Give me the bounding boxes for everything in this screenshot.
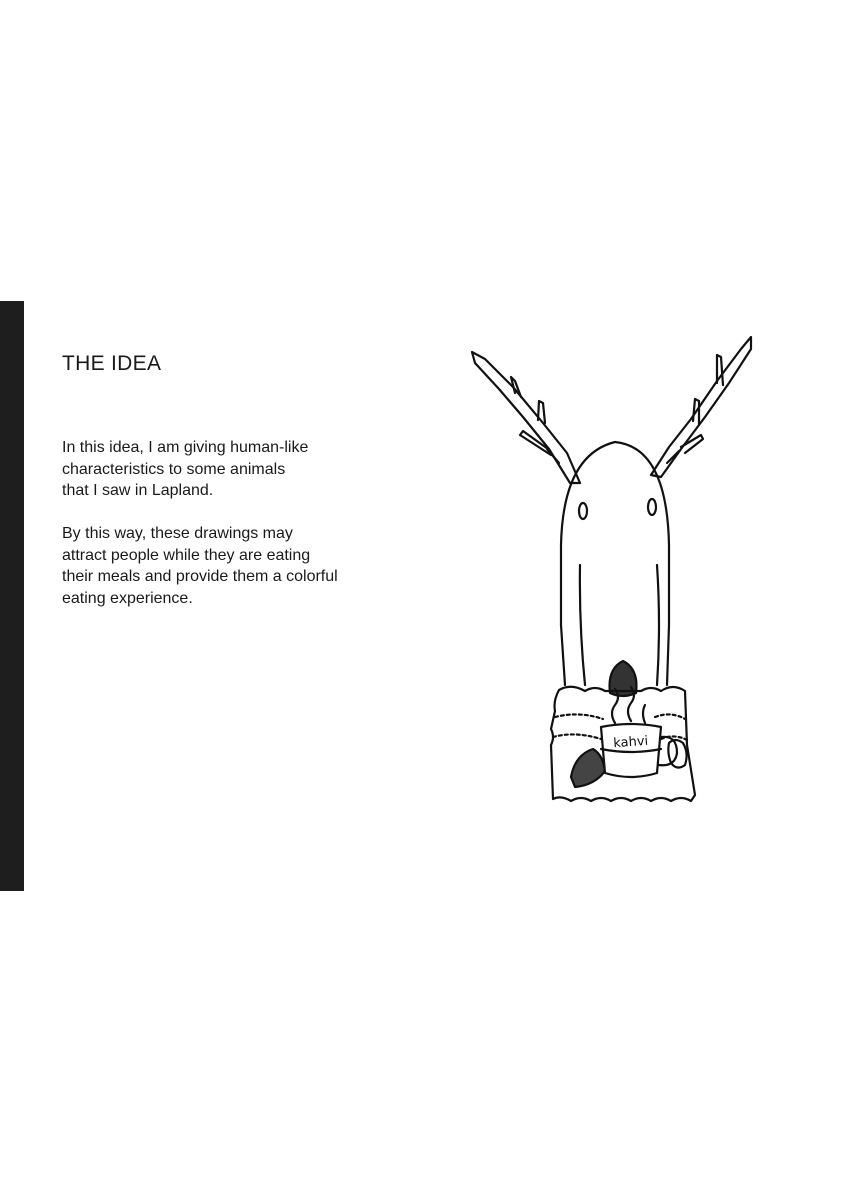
left-arm: [580, 565, 585, 685]
left-paw: [571, 749, 605, 787]
right-arm: [657, 565, 659, 685]
mug-label: kahvi: [612, 733, 649, 752]
right-antler: [651, 337, 751, 477]
right-eye: [648, 499, 656, 515]
page-title: THE IDEA: [62, 352, 162, 375]
left-antler: [472, 352, 580, 483]
paragraph-purpose: By this way, these drawings may attract people while they are eating their meals and provide them a colorful eating experience.: [62, 525, 338, 607]
reindeer-illustration: [455, 325, 775, 815]
left-eye: [579, 503, 587, 519]
paragraph-intro: In this idea, I am giving human-like characteristics to some animals that I saw in Lapland.: [62, 439, 309, 499]
side-bar: [0, 301, 24, 891]
coffee-mug: [601, 687, 677, 777]
